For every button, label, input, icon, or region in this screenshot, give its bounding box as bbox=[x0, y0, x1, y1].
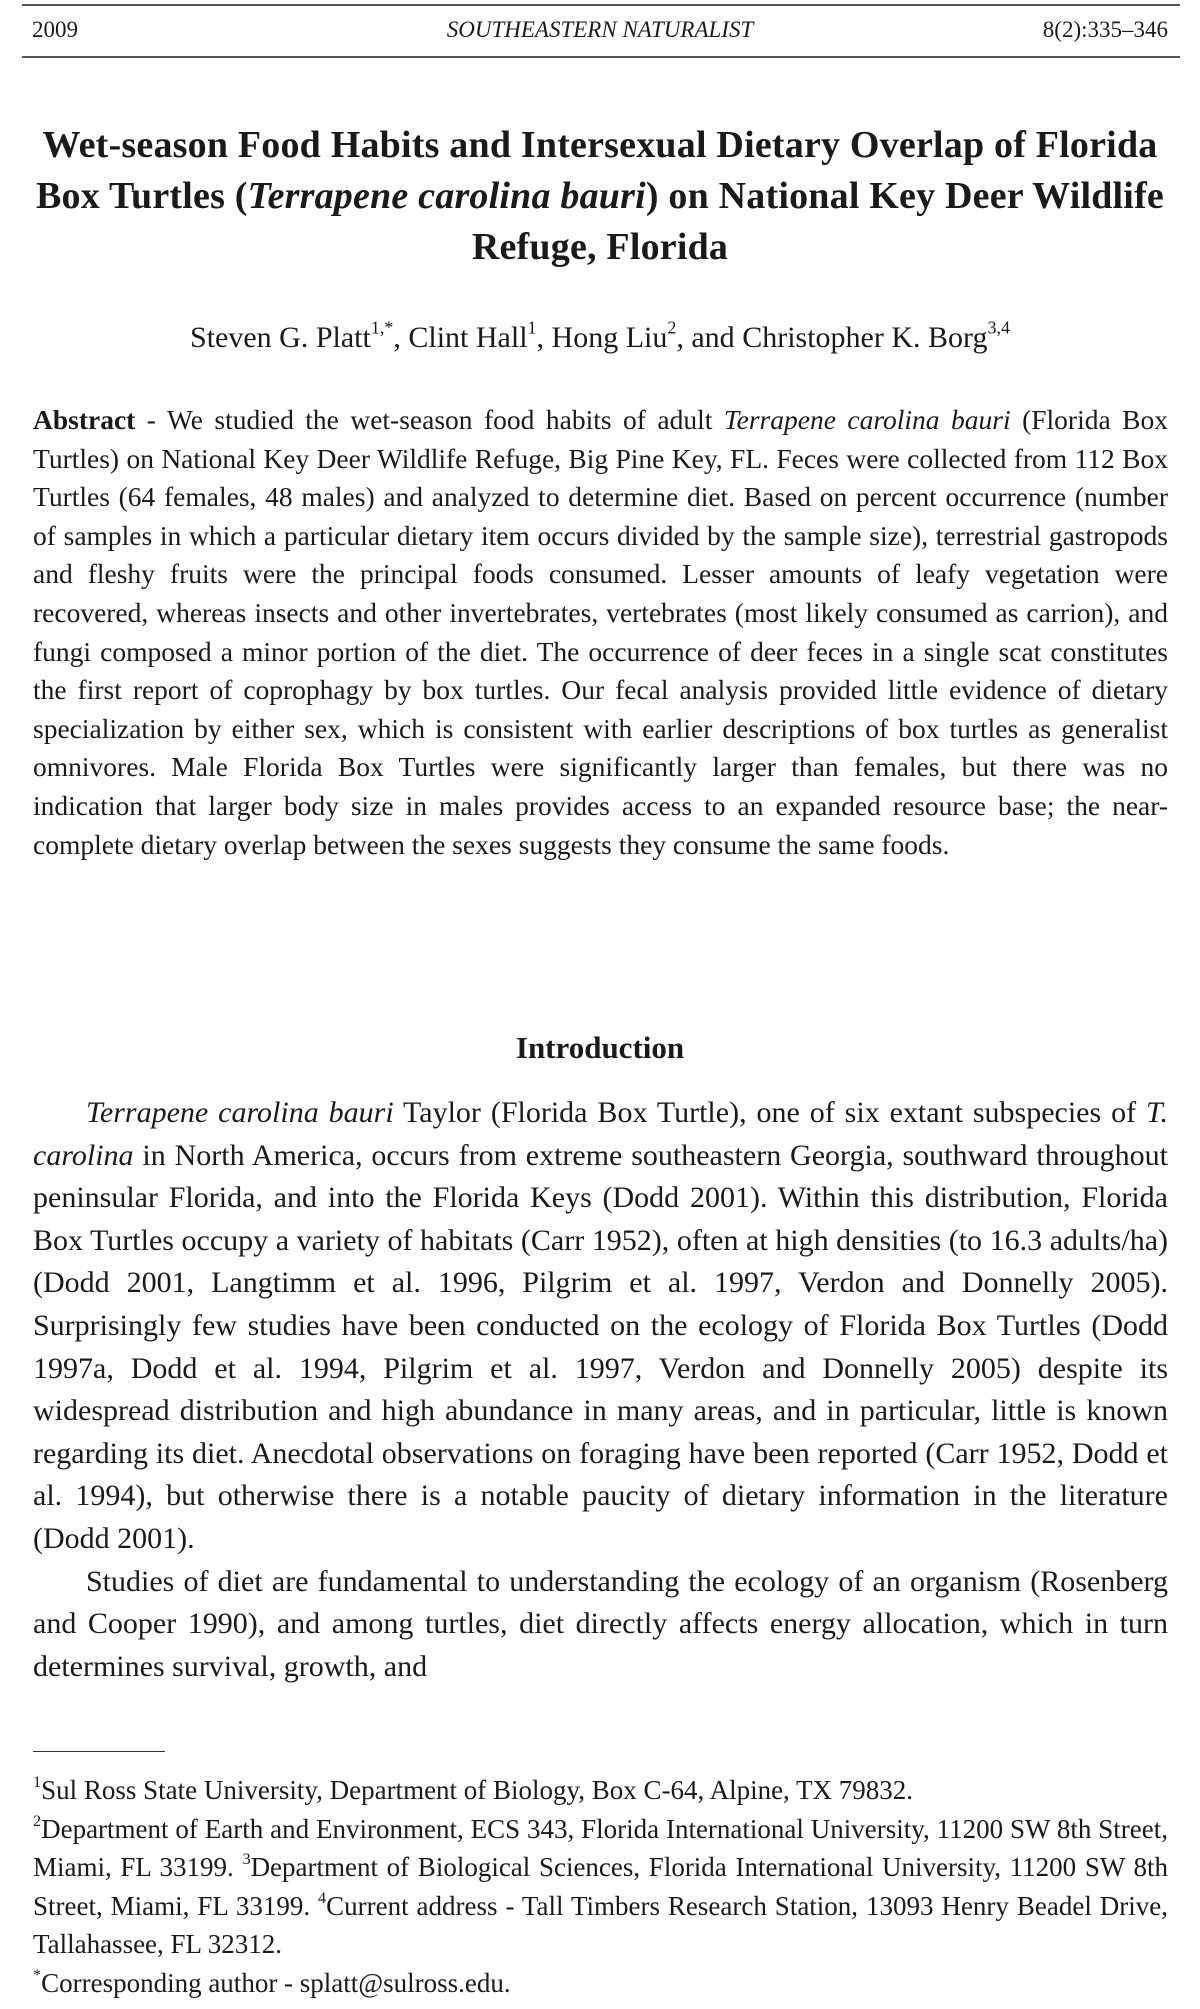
author-affiliation-marker: 1,* bbox=[370, 317, 394, 338]
author-separator: , and bbox=[676, 321, 743, 354]
affiliation-footnotes bbox=[33, 1771, 1168, 2003]
author-separator: , bbox=[536, 321, 552, 354]
footnote-marker: 3 bbox=[242, 1850, 251, 1869]
header-bottom-rule bbox=[22, 56, 1180, 58]
author-list bbox=[32, 318, 1168, 358]
intro-species-abbrev: T. carolina bbox=[33, 1096, 1168, 1172]
intro-text: Taylor (Florida Box Turtle), one of six extant subspecies of bbox=[393, 1096, 1147, 1129]
header-top-rule bbox=[22, 4, 1180, 6]
author-affiliation-marker: 3,4 bbox=[987, 317, 1010, 338]
footnote-text: Current address - Tall Timbers Research Station, 13093 Henry Beadel Drive, Tallahassee, FL 32312. bbox=[33, 1890, 1168, 1960]
abstract-species: Terrapene carolina bauri bbox=[723, 404, 1011, 435]
title-part-2: ) on National Key Deer Wildlife Refuge, Florida bbox=[471, 175, 1164, 268]
section-heading-introduction: Introduction bbox=[515, 1030, 685, 1065]
abstract-label: Abstract bbox=[33, 404, 136, 435]
author-affiliation-marker: 1 bbox=[527, 317, 537, 338]
introduction-body bbox=[33, 1092, 1168, 1688]
title-part-1: Wet-season Food Habits and Intersexual Dietary Overlap of Florida Box Turtles ( bbox=[36, 124, 1158, 217]
abstract-dash: - bbox=[135, 404, 167, 435]
abstract bbox=[33, 401, 1168, 864]
footnote-marker: 2 bbox=[33, 1811, 42, 1830]
header-year: 2009 bbox=[32, 17, 78, 42]
author-name: Hong Liu bbox=[551, 321, 668, 354]
title-species: Terrapene carolina bauri bbox=[247, 175, 646, 217]
author-name: Steven G. Platt bbox=[190, 321, 371, 354]
author-separator: , bbox=[393, 321, 409, 354]
header-journal-name: SOUTHEASTERN NATURALIST bbox=[446, 17, 754, 42]
footnote-marker: 1 bbox=[33, 1772, 42, 1791]
footnote-paragraph bbox=[33, 1771, 1168, 2003]
footnote-text: Sul Ross State University, Department of Biology, Box C-64, Alpine, TX 79832. bbox=[41, 1775, 914, 1805]
author-affiliation-marker: 2 bbox=[667, 317, 677, 338]
author-name: Christopher K. Borg bbox=[742, 321, 988, 354]
intro-paragraph-2: Studies of diet are fundamental to understanding the ecology of an organism (Rosenberg and Cooper 1990), and among turtles, diet directly affects energy allocation, which in turn determines survival, growth, and bbox=[33, 1564, 1168, 1683]
intro-species: Terrapene carolina bauri bbox=[86, 1096, 394, 1129]
abstract-body: (Florida Box Turtles) on National Key Deer Wildlife Refuge, Big Pine Key, FL. Feces were collected from 112 Box Turtles (64 females, 48 males) and analyzed to determine diet. Based on percent occurrence (number of samples in which a particular dietary item occurs divided by the sample size), terrestrial gastropods and fleshy fruits were the principal foods consumed. Lesser amounts of leafy vegetation were recovered, whereas insects and other invertebrates, vertebrates (most likely consumed as carrion), and fungi composed a minor portion of the diet. The occurrence of deer feces in a single scat constitutes the first report of coprophagy by box turtles. Our fecal analysis provided little evidence of dietary specialization by either sex, which is consistent with earlier descriptions of box turtles as generalist omnivores. Male Florida Box Turtles were significantly larger than females, but there was no indication that larger body size in males provides access to an expanded resource base; the near-complete dietary overlap between the sexes suggests they consume the same foods. bbox=[33, 404, 1168, 860]
footnote-text: Department of Biological Sciences, Florida International University, 11200 SW 8th Street, Miami, FL 33199. bbox=[33, 1852, 1168, 1921]
author-name: Clint Hall bbox=[408, 321, 528, 354]
corresponding-author-text: Corresponding author - splatt@sulross.edu. bbox=[41, 1967, 511, 1998]
running-header bbox=[32, 12, 1168, 48]
footnote-text: Department of Earth and Environment, ECS 343, Florida International University, 11200 SW 8th Street, Miami, FL 33199. bbox=[33, 1813, 1168, 1883]
footnote-marker: * bbox=[33, 1965, 42, 1984]
abstract-lead: We studied the wet-season food habits of adult bbox=[166, 404, 724, 435]
header-volume-pages: 8(2):335–346 bbox=[1042, 17, 1168, 42]
intro-text: in North America, occurs from extreme southeastern Georgia, southward throughout peninsular Florida, and into the Florida Keys (Dodd 2001). Within this distribution, Florida Box Turtles occupy a variety of habitats (Carr 1952), often at high densities (to 16.3 adults/ha) (Dodd 2001, Langtimm et al. 1996, Pilgrim et al. 1997, Verdon and Donnelly 2005). Surprisingly few studies have been conducted on the ecology of Florida Box Turtles (Dodd 1997a, Dodd et al. 1994, Pilgrim et al. 1997, Verdon and Donnelly 2005) despite its widespread distribution and high abundance in many areas, and in particular, little is known regarding its diet. Anecdotal observations on foraging have been reported (Carr 1952, Dodd et al. 1994), but otherwise there is a notable paucity of dietary information in the literature (Dodd 2001). bbox=[33, 1138, 1168, 1555]
footnote-marker: 4 bbox=[318, 1888, 327, 1907]
intro-paragraph-1 bbox=[33, 1092, 1168, 1561]
footnote-separator bbox=[33, 1751, 165, 1752]
paper-title bbox=[32, 120, 1168, 273]
